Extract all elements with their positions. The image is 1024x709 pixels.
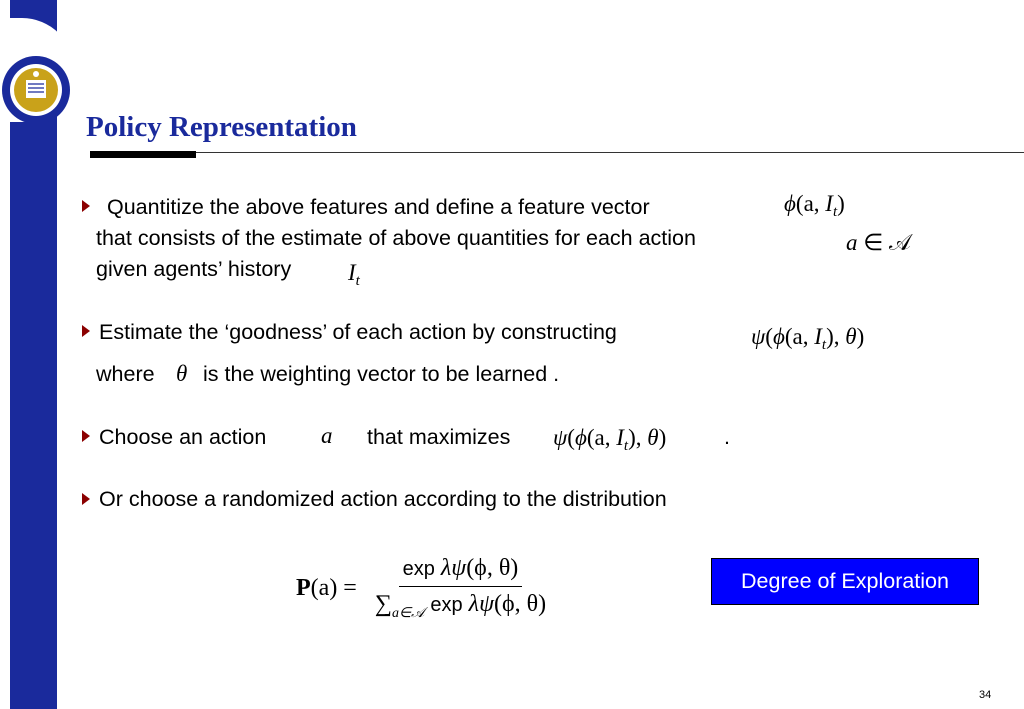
history-formula: $I_t$ [348,260,360,289]
bullet-marker [82,325,90,337]
slide-title: Policy Representation [86,111,357,143]
bullet-3-part-3: . [724,425,730,449]
theta-symbol: θ [176,361,188,386]
logo-backdrop [0,18,74,122]
maximized-formula: ψ(ϕ(a, $I_t$), θ) [553,425,667,454]
action-symbol: a [321,423,333,448]
degree-of-exploration-callout: Degree of Exploration [711,558,979,605]
bullet-marker [82,200,90,212]
title-underline-accent [90,151,196,158]
university-seal-logo [0,54,72,126]
bullet-1-line-1: Quantitize the above features and define a feature vector [107,195,650,219]
bullet-4-line-1: Or choose a randomized action according to the distribution [99,487,667,511]
probability-lhs: P(a) = [296,574,357,601]
bullet-marker [82,430,90,442]
action-set-formula: a ∈ 𝒜 [846,230,911,255]
fraction-numerator: exp λψ(ϕ, θ) [399,555,523,587]
bullet-2-line-2-start: where [96,362,155,386]
feature-vector-formula: ϕ(a, $I_t$) [784,191,845,220]
distribution-formula [296,552,550,624]
bullet-3-part-1: Choose an action [99,425,267,449]
softmax-fraction [371,555,550,622]
title-divider [90,152,1024,153]
page-number: 34 [979,689,992,701]
bullet-marker [82,493,90,505]
bullet-1-line-3: given agents’ history [96,257,292,281]
fraction-denominator: $\sum_{a\in 𝒜}$ exp λψ(ϕ, θ) [374,590,547,621]
bullet-3-part-2: that maximizes [367,425,511,449]
goodness-formula: ψ(ϕ(a, $I_t$), θ) [751,324,865,353]
bullet-1-line-2: that consists of the estimate of above quantities for each action [96,226,696,250]
bullet-2-line-2-end: is the weighting vector to be learned . [203,362,560,386]
bullet-2-line-1: Estimate the ‘goodness’ of each action by constructing [99,320,617,344]
